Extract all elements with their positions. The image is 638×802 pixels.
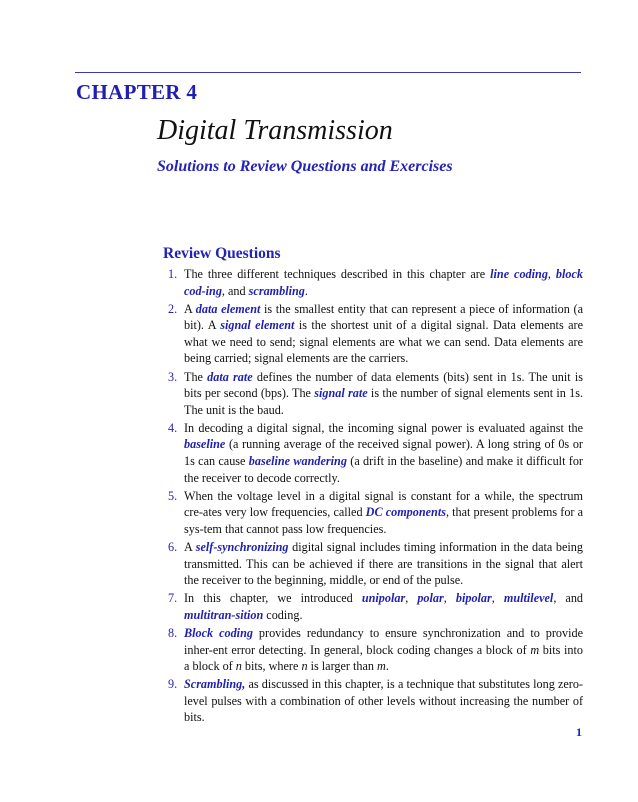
italic-variable: m	[377, 659, 386, 674]
question-text: is the shortest unit of a digital signal. Data elements are what we need to send; signal elements are what we can send. Data elements are being carried; signal elements are the carriers.	[184, 318, 583, 366]
key-term: unipolar	[361, 591, 406, 606]
question-text: (a drift in the baseline) and make it difficult for the receiver to decode correctly.	[184, 454, 583, 485]
key-term: self-synchronizing	[195, 540, 289, 554]
question-text: , and	[553, 591, 584, 606]
question-number: 3.	[168, 369, 178, 384]
question-text: The three different techniques described in this chapter are	[184, 267, 491, 281]
key-term: DC components	[365, 505, 446, 520]
question-text: ,	[405, 591, 418, 606]
key-term: signal rate	[314, 386, 368, 401]
question-text: , that present problems for a sys-tem that cannot pass low frequencies.	[184, 505, 583, 536]
question-number: 8.	[168, 625, 178, 640]
key-term: scrambling	[248, 283, 305, 298]
review-question-item	[163, 420, 583, 486]
review-question-item	[163, 539, 583, 589]
key-term: Scrambling,	[184, 677, 246, 692]
question-text: .	[304, 283, 308, 298]
review-question-item	[163, 488, 583, 538]
page-number: 1	[576, 725, 582, 739]
question-text: digital signal includes timing information in the data being transmitted. This can be achieved if there are transitions in the signal that alert the receiver to the beginning, middle, or end of the pulse.	[184, 540, 583, 588]
question-text: In decoding a digital signal, the incoming signal power is evaluated against the	[184, 420, 583, 435]
key-term: multilevel	[503, 591, 554, 606]
question-number: 2.	[168, 301, 178, 316]
review-question-item	[163, 676, 583, 726]
key-term: baseline wandering	[248, 454, 347, 469]
key-term: baseline	[184, 437, 226, 452]
chapter-subtitle: Solutions to Review Questions and Exercises	[157, 158, 453, 175]
question-text: bits into a block of	[184, 642, 583, 674]
question-number: 6.	[168, 540, 178, 554]
question-text: A	[184, 540, 196, 554]
question-text: The	[184, 369, 208, 384]
question-text: , and	[221, 283, 249, 298]
question-text: ,	[547, 267, 556, 281]
question-number: 7.	[168, 591, 178, 606]
question-number: 5.	[168, 488, 178, 503]
header-rule	[75, 72, 581, 73]
key-term: multitran-sition	[184, 607, 264, 622]
question-text: is the smallest entity that can represent a piece of information (a bit). A	[184, 301, 583, 333]
question-text: A	[184, 301, 196, 316]
question-text: In this chapter, we introduced	[184, 591, 362, 606]
question-text: coding.	[263, 607, 303, 622]
question-text: (a running average of the received signal power). A long string of 0s or 1s can cause	[184, 437, 583, 469]
question-text: provides redundancy to ensure synchronization and to provide inher-ent error detecting. In general, block coding changes a block of	[184, 625, 584, 657]
review-question-item	[163, 301, 583, 367]
key-term: block cod-ing	[184, 267, 583, 298]
question-number: 4.	[168, 420, 178, 435]
chapter-title: Digital Transmission	[157, 115, 393, 146]
question-text: is the number of signal elements sent in 1s. The unit is the baud.	[184, 386, 584, 417]
question-text: ,	[443, 591, 456, 606]
question-text: is larger than	[307, 659, 378, 674]
review-question-item	[163, 369, 583, 419]
key-term: line coding	[490, 267, 548, 281]
key-term: bipolar	[455, 591, 492, 606]
key-term: signal element	[220, 318, 295, 333]
question-text: defines the number of data elements (bits) sent in 1s. The unit is bits per second (bps). The	[184, 369, 583, 401]
chapter-heading: CHAPTER 4	[76, 80, 198, 104]
key-term: polar	[417, 591, 444, 606]
question-text: ,	[491, 591, 504, 606]
review-question-item	[163, 590, 583, 623]
key-term: data element	[195, 301, 261, 316]
review-question-item	[163, 625, 583, 675]
question-number: 9.	[168, 677, 178, 692]
question-text: as discussed in this chapter, is a technique that substitutes long zero-level pulses with a combination of other levels without increasing the number of bits.	[184, 677, 583, 725]
section-heading: Review Questions	[163, 245, 281, 262]
review-questions-list	[163, 266, 583, 728]
question-text: When the voltage level in a digital signal is constant for a while, the spectrum cre-ates very low frequencies, called	[184, 488, 583, 520]
question-text: bits, where	[241, 659, 302, 674]
italic-variable: n	[301, 659, 308, 674]
italic-variable: n	[235, 659, 242, 674]
italic-variable: m	[530, 642, 540, 657]
key-term: data rate	[207, 369, 253, 384]
question-text: .	[385, 659, 389, 674]
question-number: 1.	[168, 267, 178, 281]
key-term: Block coding	[184, 625, 253, 640]
review-question-item	[163, 266, 583, 299]
